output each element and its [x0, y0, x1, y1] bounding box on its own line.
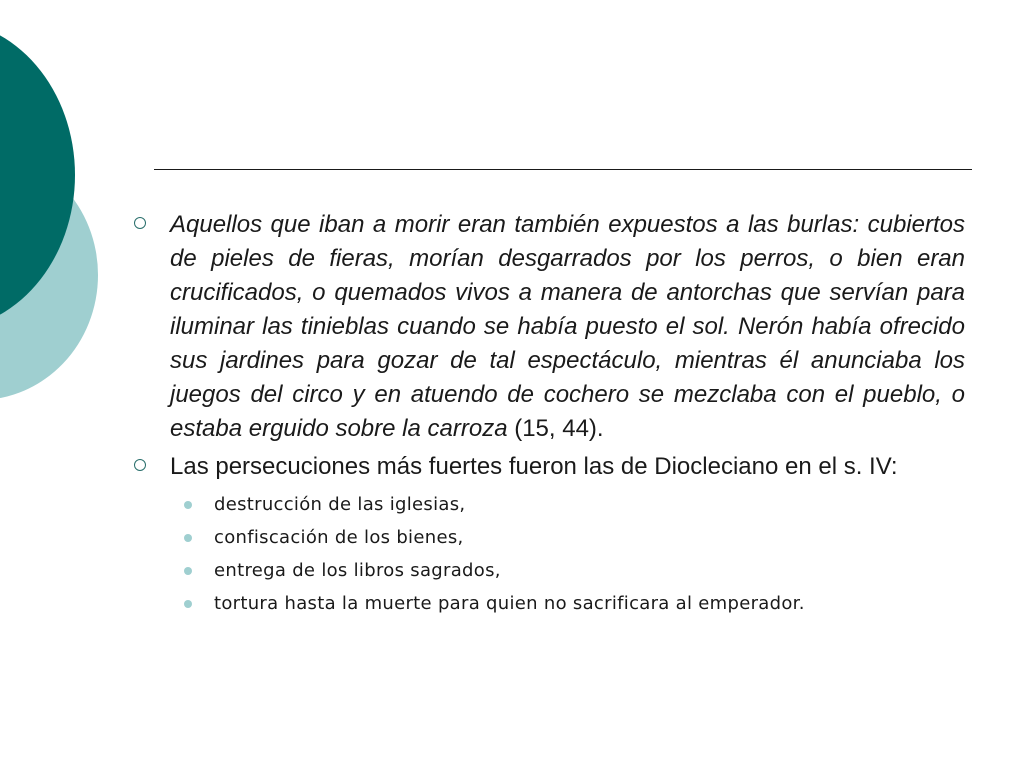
- sub-item-text: entrega de los libros sagrados,: [214, 560, 501, 581]
- filled-dot-bullet-icon: [184, 600, 192, 608]
- filled-dot-bullet-icon: [184, 501, 192, 509]
- hollow-circle-bullet-icon: [134, 459, 146, 471]
- bullet-quote: [130, 208, 965, 446]
- persecutions-text: Las persecuciones más fuertes fueron las de Diocleciano en el s. IV:: [170, 453, 898, 480]
- hollow-circle-bullet-icon: [134, 217, 146, 229]
- sub-item-text: tortura hasta la muerte para quien no sacrificara al emperador.: [214, 593, 805, 614]
- persecutions-sub-list: [130, 488, 965, 620]
- quote-citation: (15, 44).: [507, 415, 604, 442]
- filled-dot-bullet-icon: [184, 534, 192, 542]
- list-item: [130, 488, 965, 521]
- list-item: [130, 521, 965, 554]
- quote-text: Aquellos que iban a morir eran también expuestos a las burlas: cubiertos de pieles de fieras, morían desgarrados por los perros, o bien eran crucificados, o quemados vivos a manera de antorchas que servían para iluminar las tinieblas cuando se había puesto el sol. Nerón había ofrecido sus jardines para gozar de tal espectáculo, mientras él anunciaba los juegos del circo y en atuendo de cochero se mezclaba con el pueblo, o estaba erguido sobre la carroza: [170, 211, 965, 442]
- slide-body: [130, 208, 965, 620]
- title-divider-line: [154, 169, 972, 170]
- list-item: [130, 587, 965, 620]
- bullet-persecutions: [130, 450, 965, 484]
- sub-item-text: confiscación de los bienes,: [214, 527, 464, 548]
- sub-item-text: destrucción de las iglesias,: [214, 494, 466, 515]
- list-item: [130, 554, 965, 587]
- filled-dot-bullet-icon: [184, 567, 192, 575]
